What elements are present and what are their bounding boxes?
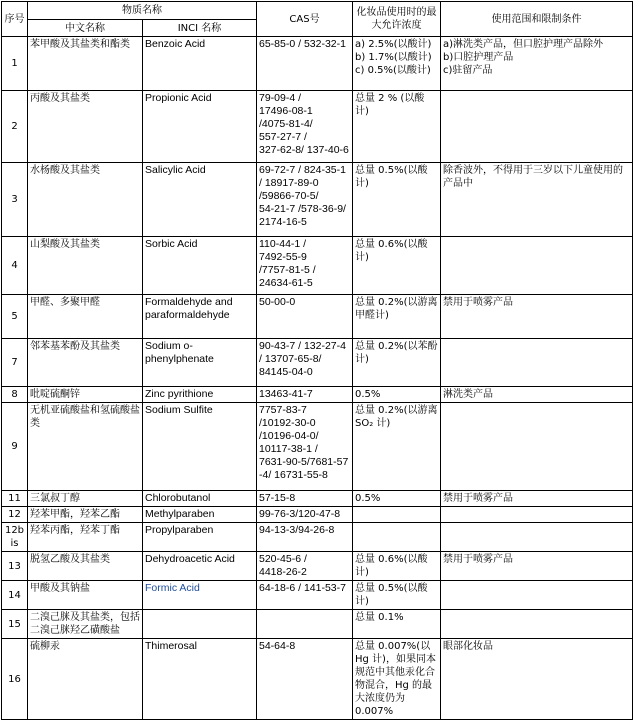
row-inci-name: Propylparaben xyxy=(143,523,257,552)
row-max-conc: a) 2.5%(以酸计) b) 1.7%(以酸计) c) 0.5%(以酸计) xyxy=(353,37,441,91)
header-scope: 使用范围和限制条件 xyxy=(441,2,633,37)
table-row xyxy=(2,523,633,552)
row-scope xyxy=(441,91,633,163)
row-cn-name: 羟苯甲酯，羟苯乙酯 xyxy=(28,507,143,523)
table-row xyxy=(2,507,633,523)
row-max-conc: 0.5% xyxy=(353,387,441,403)
row-no: 1 xyxy=(2,37,28,91)
row-cas: 110-44-1 / 7492-55-9 /7757-81-5 / 24634-61-5 xyxy=(257,237,353,295)
row-inci-name xyxy=(143,610,257,639)
row-cas: 13463-41-7 xyxy=(257,387,353,403)
row-cas: 94-13-3/94-26-8 xyxy=(257,523,353,552)
row-no: 3 xyxy=(2,163,28,237)
header-cn-name: 中文名称 xyxy=(28,20,143,37)
row-cn-name: 二溴己脒及其盐类，包括二溴己脒羟乙磺酸盐 xyxy=(28,610,143,639)
row-max-conc: 总量 2 % (以酸计) xyxy=(353,91,441,163)
row-scope: 禁用于喷雾产品 xyxy=(441,491,633,507)
row-scope xyxy=(441,610,633,639)
header-substance: 物质名称 xyxy=(28,2,257,20)
row-max-conc: 总量 0.2%(以苯酚计) xyxy=(353,339,441,387)
table-row xyxy=(2,403,633,491)
row-no: 16 xyxy=(2,639,28,720)
row-cn-name: 无机亚硫酸盐和氢硫酸盐类 xyxy=(28,403,143,491)
row-inci-name: Dehydroacetic Acid xyxy=(143,552,257,581)
row-scope: a)淋洗类产品，但口腔护理产品除外 b)口腔护理产品 c)驻留产品 xyxy=(441,37,633,91)
row-scope: 除香波外，不得用于三岁以下儿童使用的产品中 xyxy=(441,163,633,237)
row-cn-name: 羟苯丙酯，羟苯丁酯 xyxy=(28,523,143,552)
row-no: 8 xyxy=(2,387,28,403)
row-scope: 淋洗类产品 xyxy=(441,387,633,403)
row-cn-name: 水杨酸及其盐类 xyxy=(28,163,143,237)
row-max-conc: 总量 0.5%(以酸计) xyxy=(353,163,441,237)
row-cas: 79-09-4 / 17496-08-1 /4075-81-4/ 557-27-7 / 327-62-8/ 137-40-6 xyxy=(257,91,353,163)
header-cas: CAS号 xyxy=(257,2,353,37)
row-cn-name: 丙酸及其盐类 xyxy=(28,91,143,163)
row-no: 5 xyxy=(2,295,28,339)
row-max-conc: 总量 0.2%(以游离SO₂ 计) xyxy=(353,403,441,491)
row-inci-name: Methylparaben xyxy=(143,507,257,523)
row-scope xyxy=(441,403,633,491)
row-max-conc: 总量 0.007%(以Hg 计)，如果同本规范中其他汞化合物混合，Hg 的最大浓度仍为 0.007% xyxy=(353,639,441,720)
row-no: 2 xyxy=(2,91,28,163)
row-inci-name: Sodium o-phenylphenate xyxy=(143,339,257,387)
row-cas: 69-72-7 / 824-35-1 / 18917-89-0 /59866-70-5/ 54-21-7 /578-36-9/ 2174-16-5 xyxy=(257,163,353,237)
table-row xyxy=(2,581,633,610)
row-no: 4 xyxy=(2,237,28,295)
row-cn-name: 邻苯基苯酚及其盐类 xyxy=(28,339,143,387)
row-inci-name: Benzoic Acid xyxy=(143,37,257,91)
row-scope xyxy=(441,523,633,552)
row-cn-name: 苯甲酸及其盐类和酯类 xyxy=(28,37,143,91)
row-no: 13 xyxy=(2,552,28,581)
table-row xyxy=(2,387,633,403)
row-scope xyxy=(441,237,633,295)
header-inci-name: INCI 名称 xyxy=(143,20,257,37)
table-row xyxy=(2,491,633,507)
table-row xyxy=(2,552,633,581)
table-row xyxy=(2,37,633,91)
row-max-conc: 总量 0.6%(以酸计) xyxy=(353,237,441,295)
row-cn-name: 甲酸及其钠盐 xyxy=(28,581,143,610)
table-row xyxy=(2,639,633,720)
table-body xyxy=(2,37,633,720)
row-scope xyxy=(441,581,633,610)
preservative-table xyxy=(1,1,633,720)
row-max-conc xyxy=(353,507,441,523)
row-cn-name: 硫柳汞 xyxy=(28,639,143,720)
row-cas: 57-15-8 xyxy=(257,491,353,507)
table-row xyxy=(2,91,633,163)
row-scope xyxy=(441,339,633,387)
row-cn-name: 山梨酸及其盐类 xyxy=(28,237,143,295)
row-cas: 54-64-8 xyxy=(257,639,353,720)
row-max-conc: 总量 0.6%(以酸计) xyxy=(353,552,441,581)
row-inci-name: Propionic Acid xyxy=(143,91,257,163)
row-scope: 禁用于喷雾产品 xyxy=(441,552,633,581)
table-row xyxy=(2,610,633,639)
row-cas: 99-76-3/120-47-8 xyxy=(257,507,353,523)
row-cas: 65-85-0 / 532-32-1 xyxy=(257,37,353,91)
row-no: 12 xyxy=(2,507,28,523)
row-inci-name: Zinc pyrithione xyxy=(143,387,257,403)
row-cas: 7757-83-7 /10192-30-0 /10196-04-0/ 10117-38-1 / 7631-90-5/7681-57 -4/ 16731-55-8 xyxy=(257,403,353,491)
row-inci-name: Formic Acid xyxy=(143,581,257,610)
row-max-conc: 总量 0.1% xyxy=(353,610,441,639)
row-max-conc: 总量 0.2%(以游离甲醛计) xyxy=(353,295,441,339)
header-max-conc: 化妆品使用时的最大允许浓度 xyxy=(353,2,441,37)
table-row xyxy=(2,295,633,339)
row-inci-name: Sorbic Acid xyxy=(143,237,257,295)
row-no: 9 xyxy=(2,403,28,491)
row-inci-name: Formaldehyde and paraformaldehyde xyxy=(143,295,257,339)
row-no: 12bis xyxy=(2,523,28,552)
row-cas: 50-00-0 xyxy=(257,295,353,339)
row-no: 7 xyxy=(2,339,28,387)
row-cas: 520-45-6 / 4418-26-2 xyxy=(257,552,353,581)
row-cn-name: 三氯叔丁醇 xyxy=(28,491,143,507)
row-cas: 90-43-7 / 132-27-4 / 13707-65-8/ 84145-04-0 xyxy=(257,339,353,387)
row-no: 14 xyxy=(2,581,28,610)
header-no: 序号 xyxy=(2,2,28,37)
row-no: 11 xyxy=(2,491,28,507)
row-scope: 禁用于喷雾产品 xyxy=(441,295,633,339)
row-no: 15 xyxy=(2,610,28,639)
row-inci-name: Thimerosal xyxy=(143,639,257,720)
row-cas xyxy=(257,610,353,639)
row-inci-name: Sodium Sulfite xyxy=(143,403,257,491)
row-max-conc xyxy=(353,523,441,552)
row-cn-name: 甲醛、多聚甲醛 xyxy=(28,295,143,339)
row-scope xyxy=(441,507,633,523)
row-cas: 64-18-6 / 141-53-7 xyxy=(257,581,353,610)
table-row xyxy=(2,339,633,387)
table-row xyxy=(2,163,633,237)
row-cn-name: 脱氢乙酸及其盐类 xyxy=(28,552,143,581)
row-scope: 眼部化妆品 xyxy=(441,639,633,720)
table-row xyxy=(2,237,633,295)
row-inci-name: Salicylic Acid xyxy=(143,163,257,237)
row-cn-name: 吡啶硫酮锌 xyxy=(28,387,143,403)
row-inci-name: Chlorobutanol xyxy=(143,491,257,507)
row-max-conc: 总量 0.5%(以酸计) xyxy=(353,581,441,610)
row-max-conc: 0.5% xyxy=(353,491,441,507)
